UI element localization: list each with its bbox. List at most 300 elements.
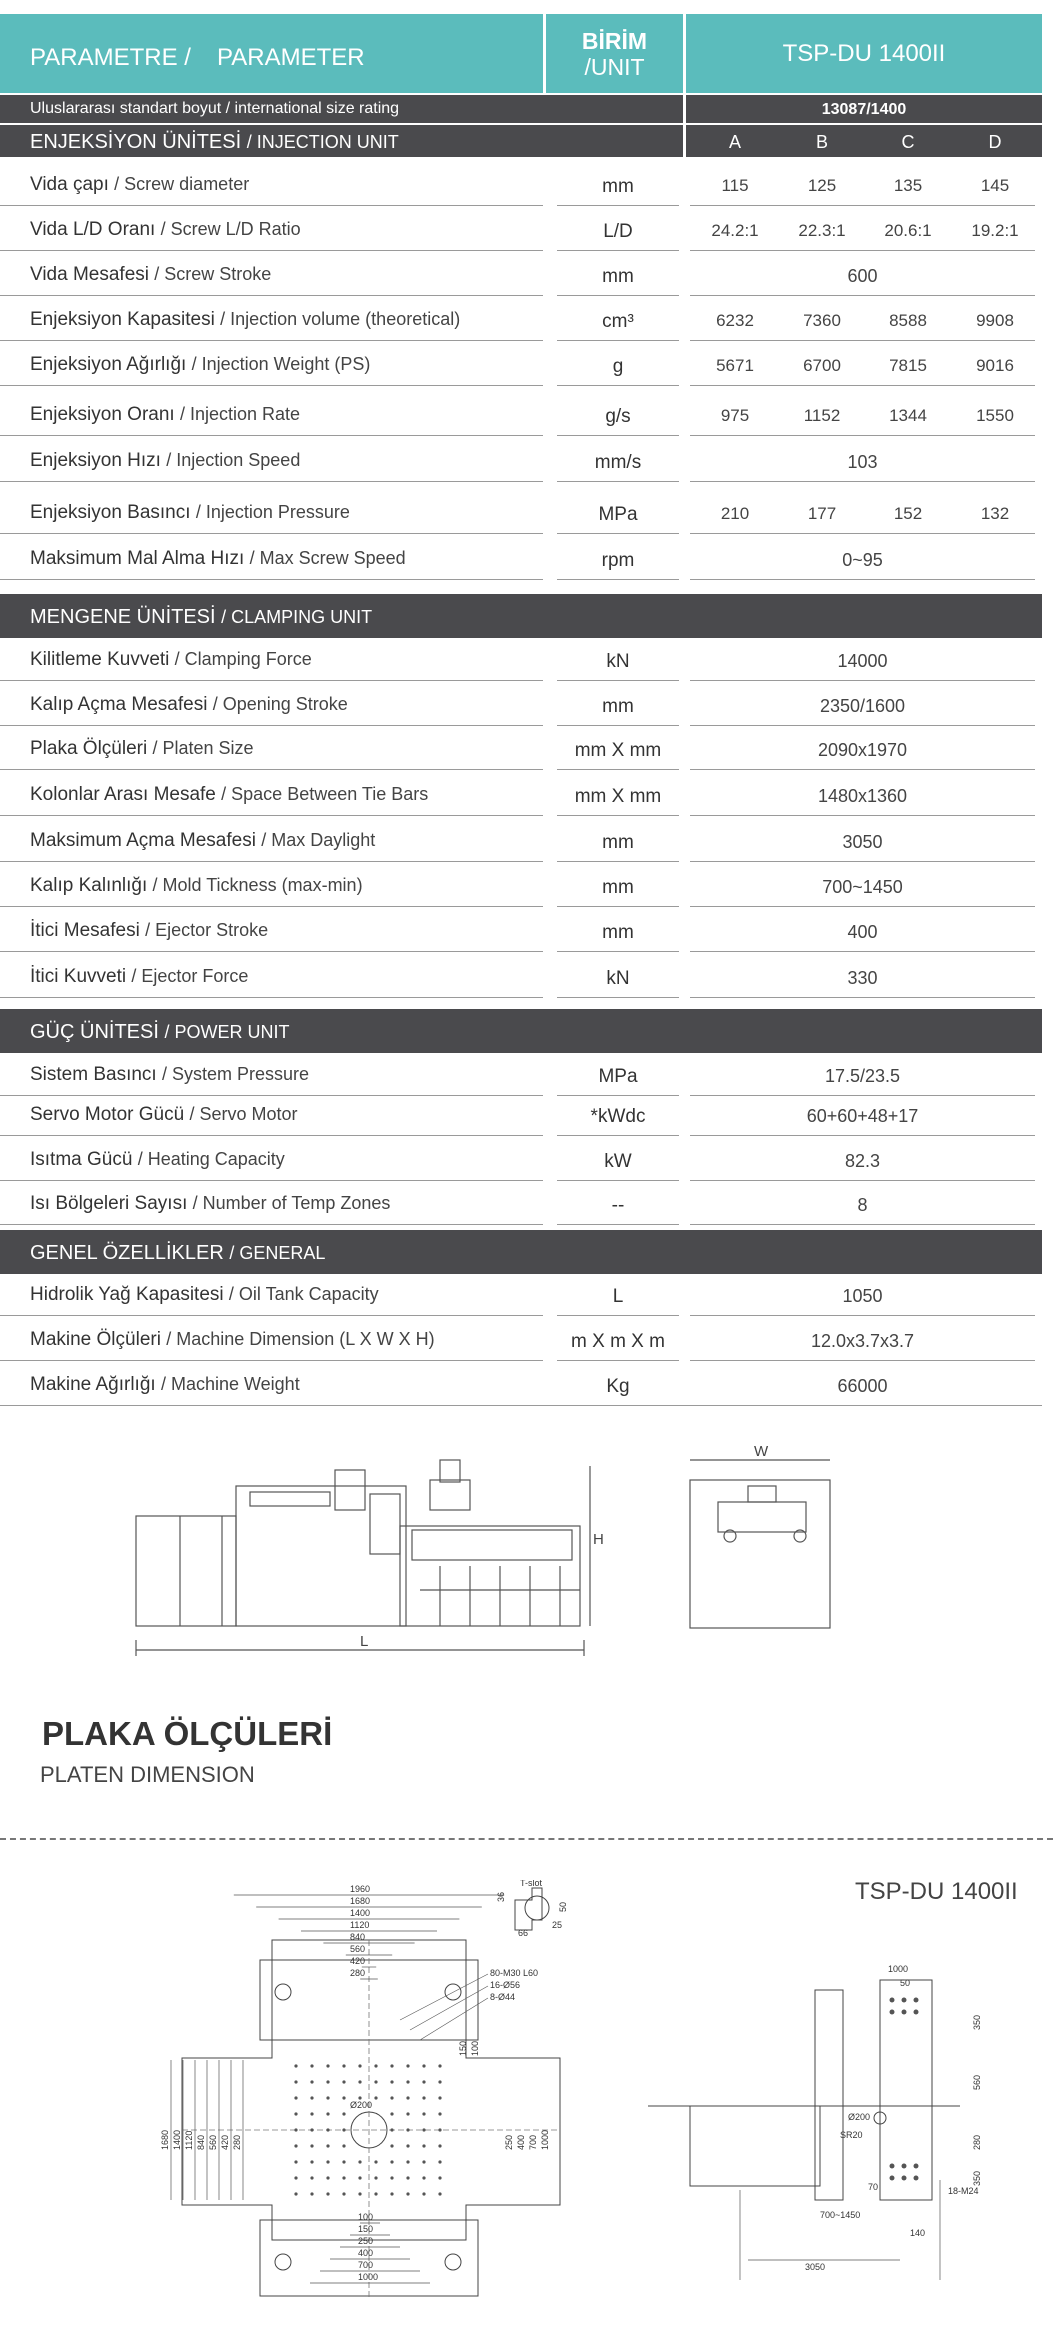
- table-row: [0, 1092, 1042, 1136]
- column-header-a: A: [728, 132, 741, 152]
- mount-hole: [310, 2176, 313, 2179]
- table-row: [0, 1181, 1042, 1225]
- row-value-c: 1344: [889, 406, 927, 425]
- row-value: 700~1450: [822, 877, 903, 897]
- row-label: [30, 450, 300, 472]
- tslot-dim: 36: [496, 1891, 506, 1902]
- mount-hole: [326, 2080, 329, 2083]
- mount-hole: [438, 2176, 441, 2179]
- row-label: [30, 219, 301, 241]
- mount-hole: [390, 2080, 393, 2083]
- row-label-tr: Plaka Ölçüleri: [30, 738, 153, 759]
- row-value: 3050: [842, 832, 883, 852]
- row-value-c: 135: [893, 176, 923, 195]
- row-value-a: 975: [720, 406, 750, 425]
- table-row: [0, 863, 1042, 907]
- left-dim-label: 840: [196, 2134, 206, 2150]
- left-dim-label: 1120: [184, 2130, 194, 2150]
- table-row: [0, 1272, 1042, 1316]
- platen-subtitle: PLATEN DIMENSION: [40, 1762, 255, 1787]
- platen-title: PLAKA ÖLÇÜLERİ: [42, 1715, 333, 1752]
- row-unit: mm X mm: [574, 740, 662, 761]
- mount-hole: [342, 2096, 345, 2099]
- row-value: 600: [847, 266, 878, 286]
- mount-hole: [294, 2176, 297, 2179]
- row-label-en: / Screw L/D Ratio: [160, 219, 301, 239]
- mount-hole: [422, 2128, 425, 2131]
- side-hole: [902, 1998, 907, 2003]
- row-label-en: / Heating Capacity: [137, 1149, 285, 1169]
- row-label-en: / Screw Stroke: [154, 264, 272, 284]
- side-dim-label: 350: [972, 2170, 982, 2186]
- parameter-header-cell: [0, 14, 543, 93]
- row-label: [30, 1329, 435, 1351]
- row-value: 2350/1600: [819, 696, 906, 716]
- row-value: 103: [847, 452, 878, 472]
- top-dim-label: 1960: [350, 1884, 371, 1894]
- row-label-tr: Enjeksiyon Kapasitesi: [30, 309, 221, 330]
- row-label: [30, 1064, 309, 1086]
- row-value-b: 7360: [803, 311, 841, 330]
- row-unit: MPa: [598, 504, 638, 525]
- table-header: [0, 14, 1042, 93]
- row-label-tr: Vida L/D Oranı: [30, 219, 161, 240]
- center-hole-label: Ø200: [350, 2100, 373, 2110]
- mount-hole: [342, 2192, 345, 2195]
- section-title-en: / CLAMPING UNIT: [221, 607, 373, 627]
- unit-header-cell: [546, 14, 683, 93]
- side-hole: [914, 2010, 919, 2015]
- mount-hole: [374, 2160, 377, 2163]
- row-value: 0~95: [842, 550, 883, 570]
- mount-hole: [358, 2192, 361, 2195]
- row-label-tr: Vida Mesafesi: [30, 264, 155, 285]
- side-hole: [902, 2176, 907, 2181]
- row-unit: --: [611, 1195, 625, 1216]
- side-hole: [902, 2164, 907, 2169]
- row-label: [30, 966, 248, 988]
- row-label-tr: Kalıp Kalınlığı: [30, 875, 153, 896]
- side-hole: [890, 1998, 895, 2003]
- side-hole: [914, 1998, 919, 2003]
- row-label-en: / Opening Stroke: [212, 694, 348, 714]
- table-row: [0, 252, 1042, 296]
- mount-hole: [422, 2064, 425, 2067]
- tslot-detail-circle: [525, 1896, 549, 1920]
- right-dim-label: 250: [504, 2134, 514, 2150]
- row-unit: mm/s: [594, 452, 642, 473]
- top-dim-label: 1120: [350, 1920, 370, 1930]
- row-value: 1480x1360: [817, 786, 908, 806]
- column-header-d: D: [988, 132, 1002, 152]
- mount-hole: [326, 2096, 329, 2099]
- row-label-en: / Platen Size: [152, 738, 254, 758]
- row-value-d: 9016: [976, 356, 1014, 375]
- row-label-en: / Number of Temp Zones: [192, 1193, 391, 1213]
- row-value-d: 1550: [976, 406, 1014, 425]
- row-label-tr: Kolonlar Arası Mesafe: [30, 784, 222, 805]
- side-hole: [902, 2010, 907, 2015]
- table-row: [0, 342, 1042, 386]
- row-unit: kN: [606, 651, 630, 672]
- table-row: [0, 392, 1042, 436]
- row-value-a: 115: [721, 176, 749, 195]
- table-row: [0, 490, 1042, 534]
- mount-hole: [326, 2176, 329, 2179]
- row-label-en: / Clamping Force: [174, 649, 312, 669]
- power-section-header: [0, 1009, 1042, 1053]
- row-value-b: 1152: [803, 406, 841, 425]
- row-unit: mm: [602, 922, 634, 943]
- row-label-en: / Injection Pressure: [195, 502, 350, 522]
- row-value: 66000: [837, 1376, 888, 1396]
- size-rating-value: 13087/1400: [821, 101, 907, 118]
- row-unit: *kWdc: [590, 1106, 646, 1127]
- side-dim-label: 350: [972, 2014, 982, 2030]
- table-row: [0, 1052, 1042, 1096]
- general-section-title: [30, 1242, 325, 1265]
- row-value: 17.5/23.5: [824, 1066, 901, 1086]
- mount-hole: [406, 2144, 409, 2147]
- row-unit: L/D: [603, 221, 633, 242]
- row-value-c: 7815: [889, 356, 927, 375]
- row-unit: mm: [602, 176, 634, 197]
- row-label-tr: Hidrolik Yağ Kapasitesi: [30, 1284, 229, 1305]
- mount-hole: [438, 2080, 441, 2083]
- mount-hole: [358, 2080, 361, 2083]
- tie-bar-hole-2: [275, 2254, 291, 2270]
- row-label-en: / Injection volume (theoretical): [220, 309, 461, 329]
- table-row: [0, 772, 1042, 816]
- mount-hole: [310, 2112, 313, 2115]
- platen-model-label: TSP-DU 1400II: [855, 1878, 1018, 1905]
- row-label-tr: Isı Bölgeleri Sayısı: [30, 1193, 193, 1214]
- row-value-b: 177: [807, 504, 837, 523]
- bottom-dim-label: 1000: [358, 2272, 379, 2282]
- row-label-en: / Space Between Tie Bars: [221, 784, 429, 804]
- top-dim-label: 280: [350, 1968, 366, 1978]
- row-value: 12.0x3.7x3.7: [810, 1331, 915, 1351]
- row-label: [30, 784, 428, 806]
- top-dim-label: 840: [350, 1932, 366, 1942]
- row-value-c: 20.6:1: [884, 221, 932, 240]
- row-label-tr: İtici Mesafesi: [30, 920, 146, 941]
- mount-hole: [342, 2128, 345, 2131]
- bottom-dim-label: 150: [358, 2224, 374, 2234]
- power-section-title: [30, 1021, 289, 1044]
- left-dim-label: 560: [208, 2134, 218, 2150]
- mount-hole: [326, 2160, 329, 2163]
- injection-section-header: [0, 125, 1042, 157]
- side-dim-label: 280: [972, 2134, 982, 2150]
- row-value-d: 145: [980, 176, 1010, 195]
- row-label: [30, 875, 363, 897]
- row-label-tr: Enjeksiyon Ağırlığı: [30, 354, 192, 375]
- row-value: 1050: [842, 1286, 883, 1306]
- section-title-en: / GENERAL: [229, 1243, 326, 1263]
- row-value-c: 152: [893, 504, 923, 523]
- row-label-tr: Enjeksiyon Oranı: [30, 404, 180, 425]
- row-unit: mm: [602, 877, 634, 898]
- bottom-dim-label: 100: [358, 2212, 374, 2222]
- mount-hole: [374, 2064, 377, 2067]
- mount-hole: [438, 2112, 441, 2115]
- side-base-block: [690, 2106, 820, 2186]
- mount-hole: [294, 2128, 297, 2131]
- side-hole: [890, 2176, 895, 2181]
- bottom-dim-label: 400: [358, 2248, 374, 2258]
- row-value-a: 5671: [716, 356, 754, 375]
- row-label-en: / Machine Weight: [160, 1374, 300, 1394]
- table-row: [0, 954, 1042, 998]
- row-label-tr: Makine Ağırlığı: [30, 1374, 161, 1395]
- table-row: [0, 726, 1042, 770]
- row-unit: kW: [604, 1151, 632, 1172]
- machine-width-label: W: [754, 1443, 769, 1460]
- mount-hole: [342, 2112, 345, 2115]
- table-row: [0, 682, 1042, 726]
- column-header-b: B: [815, 132, 828, 152]
- bottom-dim-label: 250: [358, 2236, 374, 2246]
- table-row: [0, 438, 1042, 482]
- tslot-label: T-slot: [520, 1880, 543, 1888]
- vert-dim-label: 100: [470, 2040, 480, 2056]
- mount-hole: [310, 2144, 313, 2147]
- mount-hole: [326, 2064, 329, 2067]
- row-value-d: 9908: [976, 311, 1014, 330]
- parameter-en-label: PARAMETER: [217, 44, 365, 71]
- right-dim-label: 700: [528, 2134, 538, 2150]
- mount-hole: [310, 2080, 313, 2083]
- mount-hole: [390, 2176, 393, 2179]
- side-dim-label: 140: [910, 2228, 926, 2238]
- mount-hole: [422, 2080, 425, 2083]
- row-value: 400: [847, 922, 878, 942]
- row-label: [30, 1374, 300, 1396]
- row-label: [30, 502, 350, 524]
- tie-bar-hole-0: [275, 1984, 291, 2000]
- row-label-en: / System Pressure: [162, 1064, 310, 1084]
- tslot-dim: 25: [552, 1920, 563, 1930]
- mount-hole: [326, 2112, 329, 2115]
- row-label: [30, 920, 268, 942]
- top-dim-label: 420: [350, 1956, 366, 1966]
- row-unit: mm X mm: [574, 786, 662, 807]
- mount-hole: [390, 2192, 393, 2195]
- row-value-d: 19.2:1: [971, 221, 1019, 240]
- side-dim-label: 50: [900, 1978, 911, 1988]
- mount-hole: [406, 2096, 409, 2099]
- hole-leader-line: [400, 1974, 488, 2020]
- row-value: 82.3: [844, 1151, 881, 1171]
- side-hole: [890, 2164, 895, 2169]
- mount-hole: [358, 2160, 361, 2163]
- row-label: [30, 1104, 298, 1126]
- mount-hole: [422, 2176, 425, 2179]
- row-unit: mm: [602, 832, 634, 853]
- row-unit: mm: [602, 696, 634, 717]
- row-value-d: 132: [980, 504, 1010, 523]
- mount-hole: [294, 2096, 297, 2099]
- side-dim-label: 700~1450: [820, 2210, 861, 2220]
- top-dim-label: 1400: [350, 1908, 371, 1918]
- mount-hole: [406, 2064, 409, 2067]
- row-label-tr: Servo Motor Gücü: [30, 1104, 190, 1125]
- injection-section-title: [30, 131, 399, 154]
- section-title-tr: GENEL ÖZELLİKLER: [30, 1242, 230, 1264]
- row-value: 14000: [837, 651, 888, 671]
- row-label-tr: Vida çapı: [30, 174, 115, 195]
- mount-hole: [310, 2192, 313, 2195]
- mount-hole: [342, 2144, 345, 2147]
- column-header-c: C: [901, 132, 915, 152]
- side-fixed-platen: [815, 1990, 843, 2200]
- bottom-dim-label: 700: [358, 2260, 374, 2270]
- row-label-en: / Screw diameter: [114, 174, 250, 194]
- mount-hole: [342, 2080, 345, 2083]
- row-value-a: 6232: [716, 311, 754, 330]
- row-unit: m X m X m: [571, 1331, 665, 1352]
- mount-hole: [422, 2192, 425, 2195]
- side-dim-label: 70: [868, 2182, 879, 2192]
- row-unit: kN: [606, 968, 630, 989]
- row-label-tr: Sistem Basıncı: [30, 1064, 162, 1085]
- mount-hole: [310, 2096, 313, 2099]
- mount-hole: [406, 2112, 409, 2115]
- hole-label: 80-M30 L60: [490, 1968, 539, 1978]
- row-label-tr: Makine Ölçüleri: [30, 1329, 167, 1350]
- table-row: [0, 297, 1042, 341]
- row-value-a: 24.2:1: [711, 221, 759, 240]
- row-label-en: / Ejector Stroke: [145, 920, 269, 940]
- table-row: [0, 818, 1042, 862]
- row-value: 330: [847, 968, 878, 988]
- right-dim-label: 400: [516, 2134, 526, 2150]
- row-label: [30, 354, 370, 376]
- mount-hole: [358, 2064, 361, 2067]
- tslot-profile: [515, 1888, 542, 1930]
- row-label: [30, 174, 249, 196]
- table-row: [0, 1317, 1042, 1361]
- row-unit: cm³: [602, 311, 634, 332]
- row-label-tr: Kilitleme Kuvveti: [30, 649, 175, 670]
- model-header-cell: TSP-DU 1400II: [686, 14, 1042, 93]
- row-label-en: / Injection Speed: [166, 450, 301, 470]
- machine-length-label: L: [360, 1633, 369, 1650]
- side-dim-label: SR20: [840, 2130, 863, 2140]
- row-label-tr: Isıtma Gücü: [30, 1149, 138, 1170]
- row-value-c: 8588: [889, 311, 927, 330]
- top-dim-label: 560: [350, 1944, 366, 1954]
- table-row: [0, 536, 1042, 580]
- section-title-tr: MENGENE ÜNİTESİ: [30, 606, 222, 628]
- table-row: [0, 1137, 1042, 1181]
- mount-hole: [390, 2064, 393, 2067]
- tslot-dim: 50: [558, 1901, 568, 1912]
- mount-hole: [326, 2192, 329, 2195]
- row-label: [30, 830, 375, 852]
- side-dim-label: Ø200: [848, 2112, 871, 2122]
- mount-hole: [390, 2112, 393, 2115]
- left-dim-label: 420: [220, 2134, 230, 2150]
- tslot-dim: 66: [518, 1928, 529, 1938]
- mount-hole: [294, 2080, 297, 2083]
- section-title-en: / INJECTION UNIT: [246, 132, 399, 152]
- row-unit: mm: [602, 266, 634, 287]
- table-row: [0, 637, 1042, 681]
- mount-hole: [438, 2192, 441, 2195]
- section-title-tr: GÜÇ ÜNİTESİ: [30, 1021, 165, 1043]
- unit-en-label: /UNIT: [584, 54, 645, 80]
- section-divider: [0, 1838, 1053, 1840]
- hole-label: 8-Ø44: [490, 1992, 516, 2002]
- mount-hole: [294, 2064, 297, 2067]
- mount-hole: [406, 2128, 409, 2131]
- side-dim-label: 1000: [888, 1964, 909, 1974]
- mount-hole: [374, 2192, 377, 2195]
- row-unit: Kg: [606, 1376, 630, 1397]
- row-label-en: / Ejector Force: [131, 966, 249, 986]
- unit-tr-label: BİRİM: [581, 28, 648, 54]
- row-label: [30, 1284, 379, 1306]
- row-label-en: / Max Screw Speed: [249, 548, 406, 568]
- mount-hole: [310, 2160, 313, 2163]
- row-value: 60+60+48+17: [806, 1106, 919, 1126]
- row-label-en: / Mold Tickness (max-min): [152, 875, 363, 895]
- row-label: [30, 309, 460, 331]
- tie-bar-hole-3: [445, 2254, 461, 2270]
- mount-hole: [326, 2128, 329, 2131]
- mount-hole: [294, 2144, 297, 2147]
- mount-hole: [390, 2096, 393, 2099]
- row-value-a: 210: [720, 504, 750, 523]
- mount-hole: [406, 2080, 409, 2083]
- mount-hole: [406, 2176, 409, 2179]
- mount-hole: [422, 2160, 425, 2163]
- row-label: [30, 1193, 390, 1215]
- hole-leader-line: [410, 1986, 488, 2030]
- table-row: [0, 1362, 1042, 1406]
- row-unit: rpm: [601, 550, 635, 571]
- row-value: 8: [857, 1195, 868, 1215]
- mount-hole: [294, 2192, 297, 2195]
- mount-hole: [390, 2144, 393, 2147]
- right-dim-label: 1000: [540, 2129, 550, 2150]
- row-label: [30, 1149, 285, 1171]
- row-label: [30, 649, 312, 671]
- mount-hole: [342, 2064, 345, 2067]
- mount-hole: [438, 2144, 441, 2147]
- row-value: 2090x1970: [817, 740, 908, 760]
- row-label: [30, 694, 348, 716]
- mount-hole: [406, 2192, 409, 2195]
- table-row: [0, 207, 1042, 251]
- hole-label: 16-Ø56: [490, 1980, 521, 1990]
- mount-hole: [358, 2176, 361, 2179]
- mount-hole: [438, 2096, 441, 2099]
- mount-hole: [438, 2064, 441, 2067]
- row-label-tr: Maksimum Mal Alma Hızı: [30, 548, 250, 569]
- row-label-tr: Enjeksiyon Basıncı: [30, 502, 196, 523]
- section-title-en: / POWER UNIT: [164, 1022, 290, 1042]
- row-value-b: 6700: [803, 356, 841, 375]
- parameter-tr-label: PARAMETRE /: [30, 44, 191, 71]
- row-label: [30, 264, 271, 286]
- mount-hole: [326, 2144, 329, 2147]
- table-row: [0, 162, 1042, 206]
- mount-hole: [374, 2176, 377, 2179]
- machine-outline-drawing: [0, 1420, 1053, 1690]
